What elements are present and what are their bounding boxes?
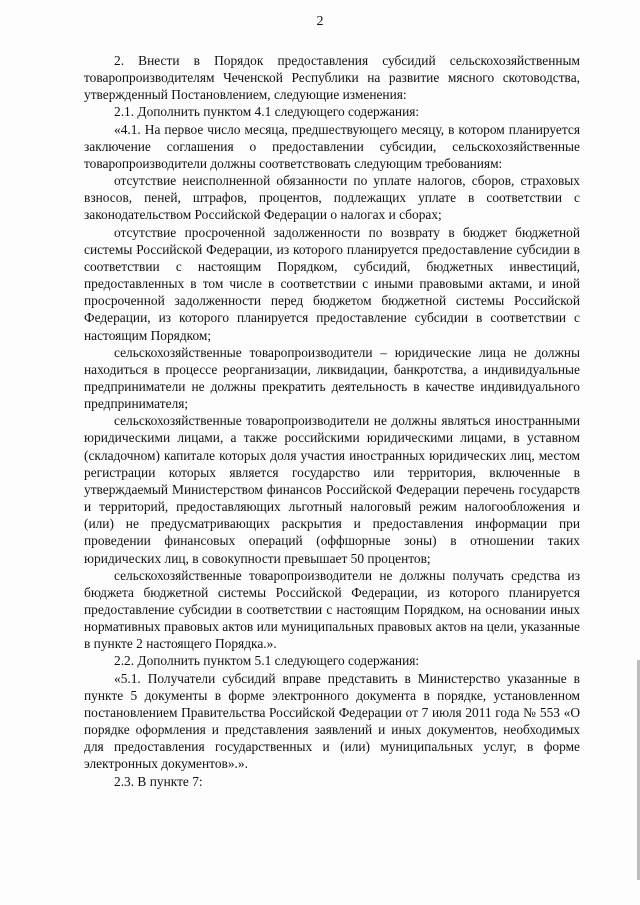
paragraph: сельскохозяйственные товаропроизводители не должны являться иностранными юридическими лицами, а также российскими юридическими лицами, в уставном (складочном) капитале которых доля участия иностранных юридических лиц, местом регистрации которых является государство или территория, включенные в утверждаемый Министерством финансов Российской Федерации перечень государств и территорий, предоставляющих льготный налоговый режим налогообложения и (или) не предусматривающих раскрытия и предоставления информации при проведении финансовых операций (оффшорные зоны) в отношении таких юридических лиц, в совокупности превышает 50 процентов; — [84, 413, 580, 566]
paragraph: 2.3. В пункте 7: — [114, 773, 203, 789]
paragraph: 2.2. Дополнить пунктом 5.1 следующего содержания: — [114, 653, 420, 669]
paragraph: «5.1. Получатели субсидий вправе представить в Министерство указанные в пункте 5 документы в форме электронного документа в порядке, установленном постановлением Правительства Российской Федерации от 7 июля 2011 года № 553 «О порядке оформления и представления заявлений и иных документов, необходимых для предоставления государственных и (или) муниципальных услуг, в форме электронных документов».». — [84, 670, 580, 772]
paragraph: отсутствие просроченной задолженности по возврату в бюджет бюджетной системы Российской Федерации, из которого планируется предоставление субсидии в соответствии с настоящим Порядком, субсидий, бюджетных инвестиций, предоставленных в том числе в соответствии с иными правовыми актами, и иной просроченной задолженности перед бюджетом бюджетной системы Российской Федерации, из которого планируется предоставление субсидии в соответствии с настоящим Порядком; — [84, 224, 580, 343]
paragraph: 2. Внести в Порядок предоставления субсидий сельскохозяйственным товаропроизводителям Чеченской Республики на развитие мясного скотоводства, утвержденный Постановлением, следующие изменения: — [84, 53, 580, 103]
paragraph: отсутствие неисполненной обязанности по уплате налогов, сборов, страховых взносов, пеней, штрафов, процентов, подлежащих уплате в соответствии с законодательством Российской Федерации о налогах и сборах; — [84, 173, 580, 223]
page-number: 2 — [316, 14, 324, 29]
paragraph: сельскохозяйственные товаропроизводители не должны получать средства из бюджета бюджетной системы Российской Федерации, из которого планируется предоставление субсидии в соответствии с настоящим Порядком, на основании иных нормативных правовых актов или муниципальных правовых актов на цели, указанные в пункте 2 настоящего Порядка.». — [84, 567, 580, 652]
paragraph: «4.1. На первое число месяца, предшествующего месяцу, в котором планируется заключение соглашения о предоставлении субсидии, сельскохозяйственные товаропроизводители должны соответствовать следующим требованиям: — [84, 121, 580, 171]
document-body — [84, 52, 580, 790]
paragraph: сельскохозяйственные товаропроизводители – юридические лица не должны находиться в процессе реорганизации, ликвидации, банкротства, а индивидуальные предприниматели не должны прекратить деятельность в качестве индивидуального предпринимателя; — [84, 344, 580, 412]
paragraph: 2.1. Дополнить пунктом 4.1 следующего содержания: — [114, 104, 420, 120]
